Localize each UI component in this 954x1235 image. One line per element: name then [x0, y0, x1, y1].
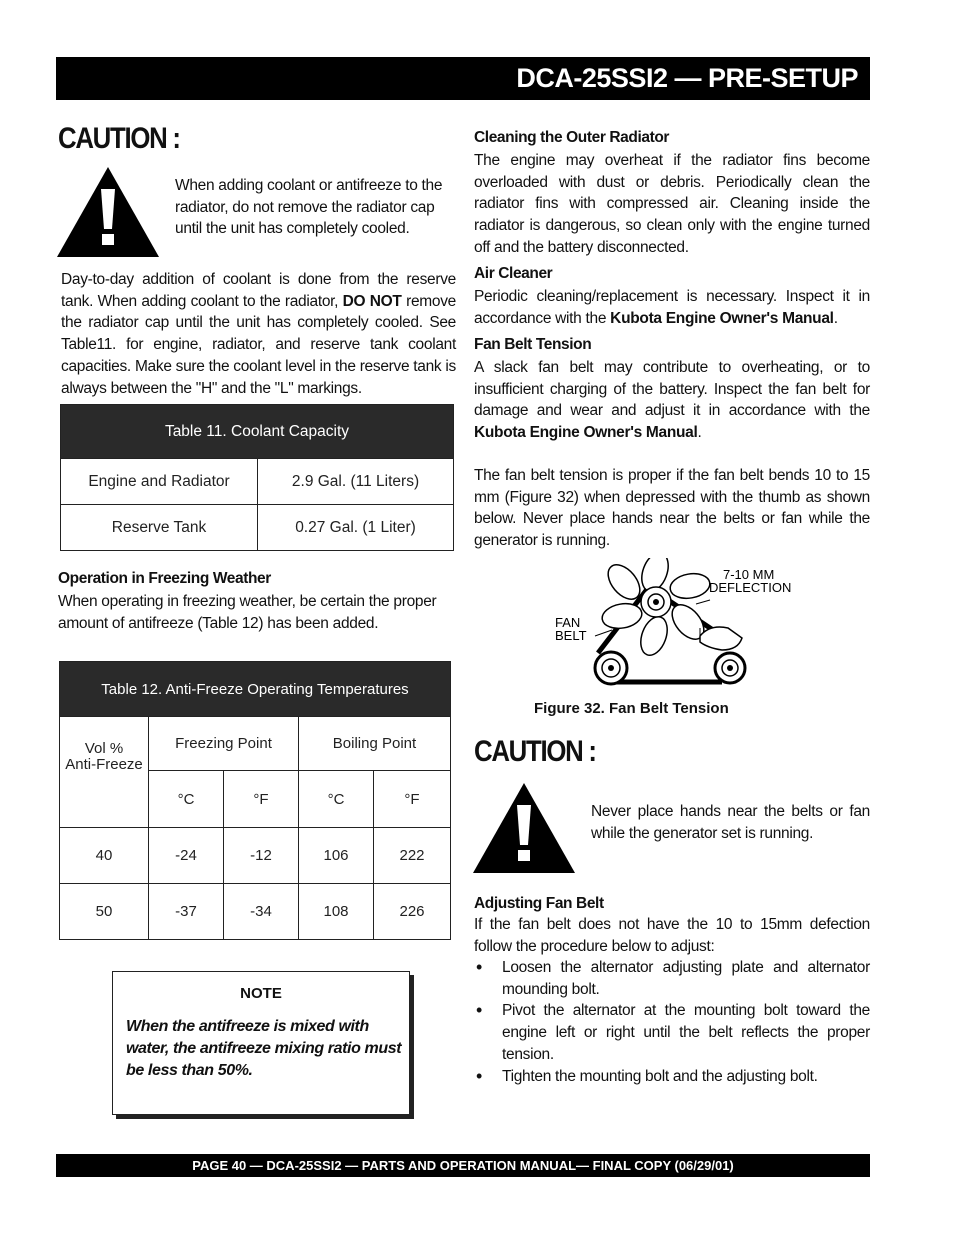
table-cell: Reserve Tank — [61, 505, 258, 551]
table-cell: 0.27 Gal. (1 Liter) — [258, 505, 454, 551]
air-text-1: Periodic cleaning/replacement is necessary. Inspect it in accordance with the — [474, 288, 870, 327]
vol-label: Vol % — [84, 740, 124, 757]
list-item: • Loosen the alternator adjusting plate and alternator mounding bolt. — [474, 957, 870, 1000]
antifreeze-label: Anti-Freeze — [65, 756, 143, 773]
fan-label: FAN — [555, 615, 581, 630]
unit-header: °C — [149, 771, 224, 828]
air-text-bold: Kubota Engine Owner's Manual — [610, 309, 834, 327]
list-item: • Tighten the mounting bolt and the adjusting bolt. — [474, 1066, 870, 1088]
caution-title: CAUTION : — [58, 122, 180, 155]
table-title: Table 11. Coolant Capacity — [61, 405, 454, 459]
coolant-text-2: remove the radiator cap until the unit has completely cooled. See Table11. for engine, radiator, and reserve tank coolant capacities. Make sure the coolant level in the reserve tank is always between the "H" and the "L" markings. — [61, 292, 456, 397]
table-cell: 40 — [60, 828, 149, 884]
freezing-text: When operating in freezing weather, be certain the proper amount of antifreeze (Table 12) has been added. — [58, 593, 437, 632]
boiling-point-header: Boiling Point — [299, 717, 451, 771]
coolant-text-1: Day-to-day addition of coolant is done from the reserve tank. When adding coolant to the radiator, — [61, 271, 456, 310]
table-row — [60, 884, 451, 940]
page-header — [56, 57, 870, 100]
table-cell: -34 — [224, 884, 299, 940]
deflection-label-2: DEFLECTION — [709, 580, 792, 595]
note-text: When the antifreeze is mixed with water, the antifreeze mixing ratio must be less than 50%. — [126, 1018, 402, 1079]
adjust-steps — [474, 957, 870, 1087]
page-footer — [56, 1154, 870, 1177]
fan-belt-diagram — [550, 558, 825, 688]
unit-header: °C — [299, 771, 374, 828]
caution-text: When adding coolant or antifreeze to the radiator, do not remove the radiator cap until the unit has completely cooled. — [175, 177, 443, 237]
deflection-label-1: 7-10 MM — [723, 567, 775, 582]
table-title: Table 12. Anti-Freeze Operating Temperatures — [60, 662, 451, 717]
table-cell: 106 — [299, 828, 374, 884]
table-cell: -24 — [149, 828, 224, 884]
unit-header: °F — [374, 771, 451, 828]
warning-triangle-icon — [473, 783, 575, 873]
air-cleaner-heading: Air Cleaner — [474, 265, 553, 282]
unit-header: °F — [224, 771, 299, 828]
caution-text-2: Never place hands near the belts or fan while the generator set is running. — [591, 803, 870, 842]
page-title: DCA-25SSI2 — PRE-SETUP — [516, 63, 858, 93]
radiator-text: The engine may overheat if the radiator fins become overloaded with dust or debris. Periodically clean the radiator fins with compressed air. Cleaning inside the radiator is dangerous, so clean only with the engine turned off and the battery disconnected. — [474, 152, 870, 256]
freezing-heading: Operation in Freezing Weather — [58, 570, 271, 587]
belt-label: BELT — [555, 628, 587, 643]
list-item: • Pivot the alternator at the mounting bolt toward the engine left or right until the belt reflects the proper tension. — [474, 1000, 870, 1065]
table-cell: 2.9 Gal. (11 Liters) — [258, 459, 454, 505]
table-cell: 50 — [60, 884, 149, 940]
table-cell: -12 — [224, 828, 299, 884]
fan-belt-heading: Fan Belt Tension — [474, 336, 592, 353]
figure-caption: Figure 32. Fan Belt Tension — [534, 700, 729, 717]
fan-belt-text-2: The fan belt tension is proper if the fan belt bends 10 to 15 mm (Figure 32) when depressed with the thumb as shown below. Never place hands near the belts or fan while the generator is running. — [474, 467, 870, 550]
note-title: NOTE — [240, 985, 282, 1002]
warning-triangle-icon — [57, 167, 159, 257]
antifreeze-table — [59, 661, 451, 940]
air-text-2: . — [833, 309, 838, 327]
caution-title-2: CAUTION : — [474, 735, 596, 768]
table-cell: -37 — [149, 884, 224, 940]
footer-text: PAGE 40 — DCA-25SSI2 — PARTS AND OPERATION MANUAL— FINAL COPY (06/29/01) — [192, 1158, 734, 1173]
coolant-capacity-table — [60, 404, 454, 551]
table-cell: 226 — [374, 884, 451, 940]
fan-belt-figure — [550, 558, 825, 688]
radiator-heading: Cleaning the Outer Radiator — [474, 129, 670, 146]
table-row — [61, 505, 454, 551]
vol-header — [60, 717, 149, 828]
freezing-point-header: Freezing Point — [149, 717, 299, 771]
note-box — [112, 971, 410, 1115]
table-cell: 108 — [299, 884, 374, 940]
table-row — [60, 828, 451, 884]
belt-text-1: A slack fan belt may contribute to overheating, or to insufficient charging of the battery. Inspect the fan belt for damage and wear and adjust it in accordance with the — [474, 359, 870, 420]
belt-text-bold: Kubota Engine Owner's Manual — [474, 424, 698, 442]
coolant-text-bold: DO NOT — [342, 292, 402, 310]
air-cleaner-text — [474, 286, 870, 329]
adjust-heading: Adjusting Fan Belt — [474, 895, 604, 912]
belt-text-2: . — [697, 424, 702, 442]
table-cell: Engine and Radiator — [61, 459, 258, 505]
fan-belt-text — [474, 357, 870, 444]
table-row — [61, 459, 454, 505]
table-cell: 222 — [374, 828, 451, 884]
adjust-text: If the fan belt does not have the 10 to 15mm defection follow the procedure below to adjust: — [474, 916, 870, 955]
coolant-paragraph — [61, 269, 456, 399]
